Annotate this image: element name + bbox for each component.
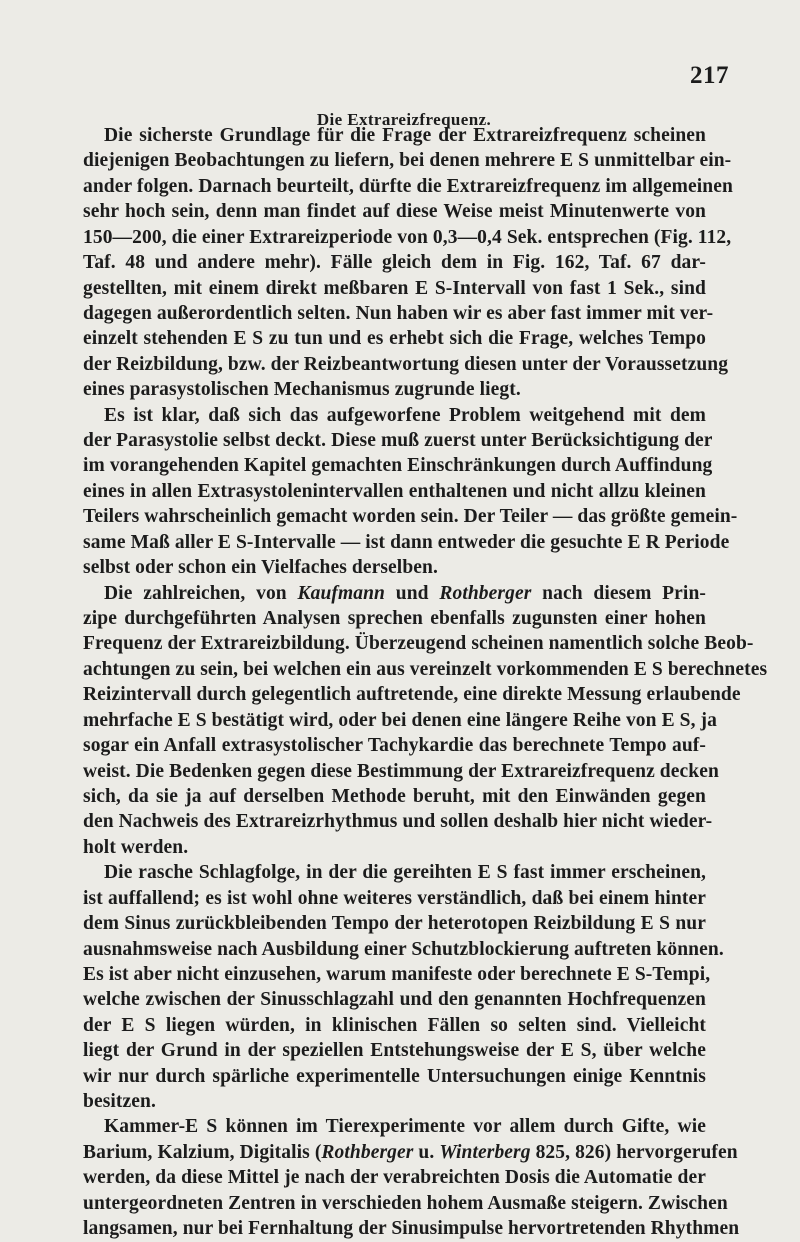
text-segment: Es ist klar, daß sich das aufgeworfene Problem weitgehend mit dem (104, 404, 706, 426)
text-line (83, 123, 706, 148)
text-segment: sich, da sie ja auf derselben Methode beruht, mit den Einwänden gegen (83, 785, 706, 807)
text-segment: langsamen, nur bei Fernhaltung der Sinusimpulse hervortretenden Rhythmen (83, 1218, 740, 1240)
text-segment: Es ist aber nicht einzusehen, warum manifeste oder berechnete E S-Tempi, (83, 963, 711, 985)
text-line (83, 708, 717, 733)
text-segment: untergeordneten Zentren in verschieden hohem Ausmaße steigern. Zwischen (83, 1192, 728, 1214)
text-line (83, 784, 706, 809)
text-segment: sogar ein Anfall extrasystolischer Tachykardie das berechnete Tempo auf- (83, 735, 706, 757)
text-line (83, 860, 706, 885)
text-line (83, 1216, 740, 1241)
text-segment: mehrfache E S bestätigt wird, oder bei denen eine längere Reihe von E S, ja (83, 709, 717, 731)
text-segment: gestellten, mit einem direkt meßbaren E S-Intervall von fast 1 Sek., sind (83, 277, 706, 299)
text-segment: welche zwischen der Sinusschlagzahl und den genannten Hochfrequenzen (83, 989, 706, 1011)
text-segment: dem Sinus zurückbleibenden Tempo der heterotopen Reizbildung E S nur (83, 913, 706, 935)
section-title: Die Extrareizfrequenz. (316, 110, 492, 129)
text-segment: einzelt stehenden E S zu tun und es erhebt sich die Frage, welches Tempo (83, 328, 706, 350)
text-line (83, 453, 713, 478)
text-line (83, 326, 706, 351)
text-segment: eines parasystolischen Mechanismus zugrunde liegt. (83, 379, 521, 401)
text-line (83, 250, 706, 275)
text-segment: Die rasche Schlagfolge, in der die gereihten E S fast immer erscheinen, (104, 862, 706, 884)
author-name: Winterberg (439, 1141, 531, 1163)
body-text (83, 123, 768, 1242)
text-line (83, 886, 706, 911)
text-line (83, 631, 754, 656)
text-line (83, 352, 729, 377)
text-segment: Kammer-E S können im Tierexperimente vor allem durch Gifte, wie (104, 1116, 706, 1138)
text-line (83, 1013, 706, 1038)
text-segment: ausnahmsweise nach Ausbildung einer Schutzblockierung auftreten können. (83, 938, 724, 960)
text-line (83, 148, 732, 173)
text-segment: eines in allen Extrasystolenintervallen enthaltenen und nicht allzu kleinen (83, 480, 706, 502)
text-line (83, 377, 706, 402)
text-segment: ander folgen. Darnach beurteilt, dürfte die Extrareizfrequenz im allgemeinen (83, 175, 733, 197)
text-segment: u. (413, 1141, 440, 1163)
text-line (83, 937, 724, 962)
text-line (83, 1038, 706, 1063)
text-segment: der Parasystolie selbst deckt. Diese muß zuerst unter Berücksichtigung der (83, 430, 713, 452)
text-segment: Reizintervall durch gelegentlich auftretende, eine direkte Messung erlaubende (83, 684, 741, 706)
text-segment: ist auffallend; es ist wohl ohne weiteres verständlich, daß bei einem hinter (83, 887, 706, 909)
text-line (83, 835, 706, 860)
text-line (83, 962, 711, 987)
text-line (83, 276, 706, 301)
text-segment: same Maß aller E S-Intervalle — ist dann entweder die gesuchte E R Periode (83, 531, 730, 553)
text-segment: holt werden. (83, 836, 189, 858)
text-segment: Die zahlreichen, von (104, 582, 298, 604)
text-segment: der E S liegen würden, in klinischen Fällen so selten sind. Vielleicht (83, 1014, 706, 1036)
text-line (83, 428, 713, 453)
text-line (83, 733, 706, 758)
text-line (83, 1140, 738, 1165)
text-line (83, 174, 733, 199)
text-line (83, 987, 706, 1012)
text-line (83, 403, 706, 428)
text-line (83, 504, 738, 529)
text-line (83, 759, 719, 784)
text-line (83, 225, 732, 250)
author-name: Rothberger (439, 582, 532, 604)
text-segment: wir nur durch spärliche experimentelle Untersuchungen einige Kenntnis (83, 1065, 706, 1087)
text-segment: Barium, Kalzium, Digitalis ( (83, 1141, 322, 1163)
text-line (83, 1089, 706, 1114)
text-segment: liegt der Grund in der speziellen Entstehungsweise der E S, über welche (83, 1040, 706, 1062)
text-line (83, 479, 706, 504)
text-segment: diejenigen Beobachtungen zu liefern, bei denen mehrere E S unmittelbar ein- (83, 150, 732, 172)
author-name: Rothberger (321, 1141, 414, 1163)
text-segment: werden, da diese Mittel je nach der verabreichten Dosis die Automatie der (83, 1167, 706, 1189)
text-segment: im vorangehenden Kapitel gemachten Einschränkungen durch Auffindung (83, 455, 713, 477)
text-segment: 150—200, die einer Extrareizperiode von 0,3—0,4 Sek. entsprechen (Fig. 112, (83, 226, 732, 248)
text-segment: der Reizbildung, bzw. der Reizbeantwortung diesen unter der Voraussetzung (83, 353, 729, 375)
text-segment: sehr hoch sein, denn man findet auf diese Weise meist Minutenwerte von (83, 201, 706, 223)
text-segment: selbst oder schon ein Vielfaches derselben. (83, 557, 438, 579)
text-segment: weist. Die Bedenken gegen diese Bestimmung der Extrareizfrequenz decken (83, 760, 719, 782)
text-line (83, 1191, 728, 1216)
text-segment: Taf. 48 und andere mehr). Fälle gleich dem in Fig. 162, Taf. 67 dar- (83, 252, 706, 274)
text-line (83, 1114, 706, 1139)
text-line (83, 1165, 706, 1190)
text-line (83, 606, 706, 631)
text-segment: achtungen zu sein, bei welchen ein aus vereinzelt vorkommenden E S berechnetes (83, 658, 768, 680)
text-line (83, 911, 706, 936)
text-line (83, 301, 714, 326)
text-segment: 825, 826) hervorgerufen (530, 1141, 738, 1163)
text-segment: nach diesem Prin- (531, 582, 706, 604)
text-line (83, 657, 768, 682)
text-line (83, 530, 730, 555)
text-segment: Die sicherste Grundlage für die Frage der Extrareizfrequenz scheinen (104, 125, 706, 146)
text-segment: den Nachweis des Extrareizrhythmus und sollen deshalb hier nicht wieder- (83, 811, 713, 833)
text-segment: Teilers wahrscheinlich gemacht worden sein. Der Teiler — das größte gemein- (83, 506, 738, 528)
text-segment: zipe durchgeführten Analysen sprechen ebenfalls zugunsten einer hohen (83, 608, 706, 630)
text-line (83, 581, 706, 606)
text-line (83, 809, 713, 834)
text-line (83, 555, 706, 580)
text-segment: und (385, 582, 440, 604)
page-number: 217 (690, 62, 729, 89)
text-line (83, 199, 706, 224)
author-name: Kaufmann (297, 582, 386, 604)
text-line (83, 1064, 706, 1089)
text-segment: besitzen. (83, 1091, 156, 1113)
text-segment: dagegen außerordentlich selten. Nun haben wir es aber fast immer mit ver- (83, 302, 714, 324)
text-line (83, 682, 741, 707)
text-segment: Frequenz der Extrareizbildung. Überzeugend scheinen namentlich solche Beob- (83, 633, 754, 655)
